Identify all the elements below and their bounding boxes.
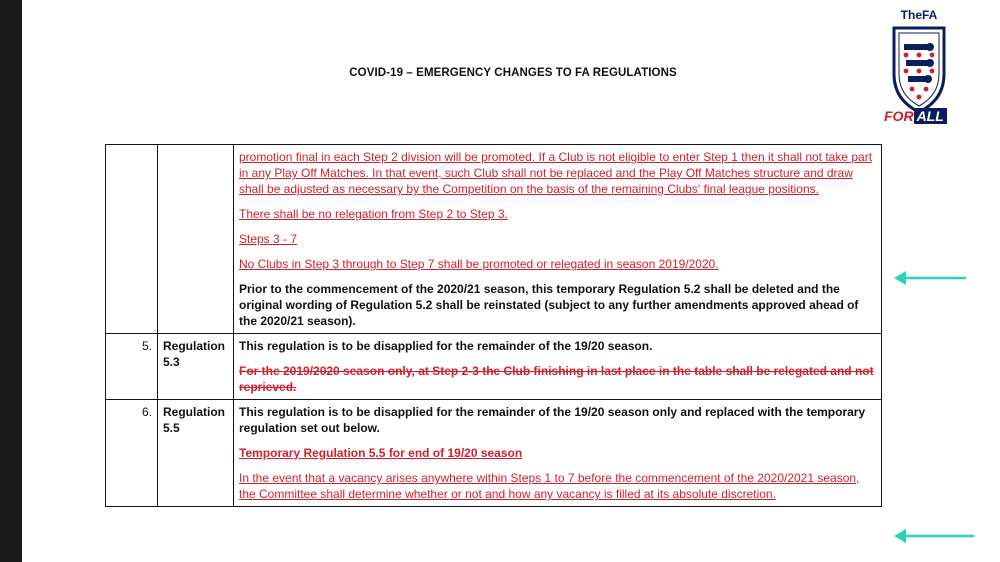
row-number: 6. (106, 400, 158, 507)
row-content (234, 400, 882, 507)
row-regulation: Regulation 5.3 (158, 334, 234, 400)
document-page (22, 0, 1000, 562)
table-row (106, 334, 882, 400)
row-regulation: Regulation 5.5 (158, 400, 234, 507)
body-text: This regulation is to be disapplied for the remainder of the 19/20 season only and replaced with the temporary regulation set out below. (239, 405, 866, 435)
amendment-text: In the event that a vacancy arises anywhere within Steps 1 to 7 before the commencement of the 2020/2021 season, the Committee shall determine whether or not and how any vacancy is filled at its absolute discretion. (239, 471, 860, 501)
amendment-subheading: Steps 3 - 7 (239, 232, 298, 246)
row-number: 5. (106, 334, 158, 400)
logo-all-text: ALL (914, 108, 947, 124)
amendment-subheading: Temporary Regulation 5.5 for end of 19/20 season (239, 446, 523, 460)
arrow-left-icon (892, 526, 976, 546)
logo-wordmark: TheFA (900, 8, 938, 22)
logo-forall (884, 108, 947, 124)
row-regulation (158, 145, 234, 334)
arrow-left-icon (892, 268, 968, 288)
amendment-text: promotion final in each Step 2 division will be promoted. If a Club is not eligible to enter Step 1 then it shall not take part in any Play Off Matches. In that event, such Club shall not be replaced and the Play Off Matches structure and draw shall be adjusted as necessary by the Competition on the basis of the remaining Clubs' final league positions. (239, 150, 873, 196)
deleted-text: For the 2019/2020 season only, at Step 2-3 the Club finishing in last place in the table shall be relegated and not reprieved. (239, 364, 874, 394)
three-lions-crest-icon (884, 22, 954, 122)
logo-for-text: FOR (884, 108, 914, 124)
table-row (106, 145, 882, 334)
body-text: Prior to the commencement of the 2020/21 season, this temporary Regulation 5.2 shall be deleted and the original wording of Regulation 5.2 shall be reinstated (subject to any further amendments approved ahead of the 2020/21 season). (239, 282, 859, 328)
body-text: This regulation is to be disapplied for the remainder of the 19/20 season. (239, 339, 653, 353)
table-row (106, 400, 882, 507)
row-number (106, 145, 158, 334)
document-title: COVID-19 – EMERGENCY CHANGES TO FA REGULATIONS (349, 67, 677, 79)
amendment-text: No Clubs in Step 3 through to Step 7 shall be promoted or relegated in season 2019/2020. (239, 257, 719, 271)
regulations-table (105, 144, 882, 507)
fa-logo (884, 8, 954, 128)
row-content (234, 145, 882, 334)
amendment-text: There shall be no relegation from Step 2 to Step 3. (239, 207, 508, 221)
row-content (234, 334, 882, 400)
